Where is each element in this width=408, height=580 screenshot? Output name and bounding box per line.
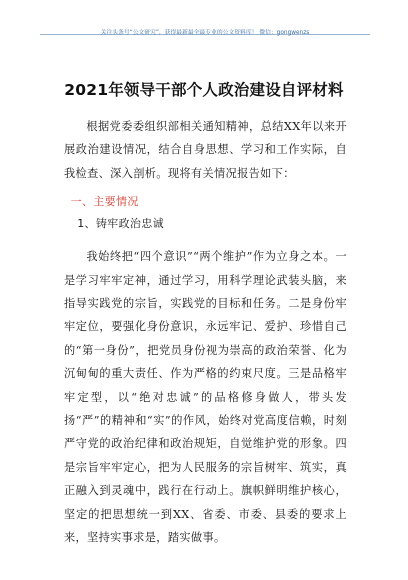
- document-title: 2021年领导干部个人政治建设自评材料: [64, 81, 344, 99]
- document-body: [64, 115, 347, 550]
- subsection-heading: 1、铸牢政治忠诚: [77, 217, 164, 231]
- header-banner: [40, 19, 370, 35]
- section-heading: 一、主要情况: [70, 195, 139, 209]
- intro-paragraph: 根据党委委组织部相关通知精神，总结XX年以来开展政治建设情况，结合自身思想、学习和工作实际，自我检查、深入剖析。现将有关情况报告如下：: [64, 120, 347, 180]
- header-banner-text: 关注头条号“公文研究”，获得最新最全最专业的公文资料库！ 微信：gongwenzs: [100, 30, 310, 36]
- body-paragraph: 我始终把“四个意识”“两个维护”作为立身之本。一是学习牢牢定神，通过学习，用科学理论武装头脑，来指导实践党的宗旨，实践党的目标和任务。二是身份牢牢定位，要强化身份意识，永远牢记、爱护、珍惜自己的“第一身份”，把党员身份视为崇高的政治荣誉、化为沉甸甸的重大责任、作为严格的约束尺度。三是品格牢牢定型，以“绝对忠诚”的品格修身做人，带头发扬“严”的精神和“实”的作风，始终对党高度信赖，时刻严守党的政治纪律和政治规矩，自觉维护党的形象。四是宗旨牢牢定心，把为人民服务的宗旨树牢、筑实，真正融入到灵魂中，践行在行动上。旗帜鲜明维护核心，坚定的把思想统一到XX、省委、市委、县委的要求上来，坚持实事求是，踏实做事。: [64, 250, 347, 545]
